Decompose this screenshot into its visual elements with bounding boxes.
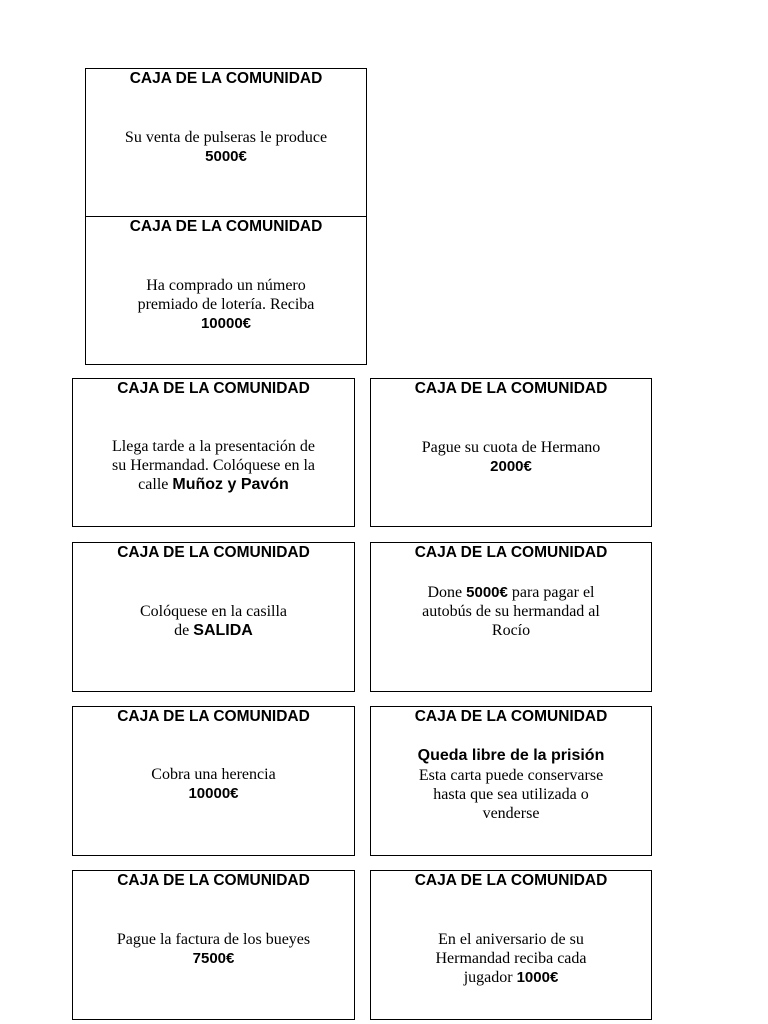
card-loteria xyxy=(85,216,367,365)
card-amount: 10000€ xyxy=(200,315,252,332)
card-title: CAJA DE LA COMUNIDAD xyxy=(414,872,608,889)
card-text-line: su Hermandad. Colóquese en la xyxy=(111,457,316,474)
card-text-line: Colóquese en la casilla xyxy=(139,603,288,620)
card-text xyxy=(391,438,631,476)
card-heading: Queda libre de la prisión xyxy=(417,747,605,764)
card-text-fragment: calle xyxy=(138,476,173,493)
card-text xyxy=(381,746,641,823)
card-pulseras xyxy=(85,68,367,217)
card-text-line: Rocío xyxy=(491,622,531,639)
card-text xyxy=(391,930,631,987)
card-text-line xyxy=(93,621,334,640)
card-title: CAJA DE LA COMUNIDAD xyxy=(117,380,310,397)
card-title: CAJA DE LA COMUNIDAD xyxy=(117,708,310,725)
card-text-line: Llega tarde a la presentación de xyxy=(112,438,315,455)
card-text-line: Su venta de pulseras le produce xyxy=(124,129,328,146)
card-text xyxy=(391,583,631,640)
card-amount: 2000€ xyxy=(490,458,532,475)
card-text-line: Pague la factura de los bueyes xyxy=(116,931,311,948)
card-text-fragment: de xyxy=(174,622,194,639)
card-text xyxy=(93,602,334,640)
card-text-line: Hermandad reciba cada xyxy=(435,950,587,967)
card-bueyes xyxy=(72,870,355,1020)
card-title: CAJA DE LA COMUNIDAD xyxy=(129,70,323,87)
card-place: SALIDA xyxy=(193,622,253,639)
card-text-fragment: Done xyxy=(427,584,467,601)
card-text-line: Ha comprado un número xyxy=(146,277,306,294)
card-text-line xyxy=(391,968,631,987)
card-text-fragment: jugador xyxy=(463,969,517,986)
card-text xyxy=(83,437,344,494)
card-text-line xyxy=(83,475,344,494)
card-title: CAJA DE LA COMUNIDAD xyxy=(117,544,310,561)
card-title: CAJA DE LA COMUNIDAD xyxy=(414,708,608,725)
card-text-fragment: para pagar el xyxy=(507,584,595,601)
card-title: CAJA DE LA COMUNIDAD xyxy=(414,544,608,561)
card-title: CAJA DE LA COMUNIDAD xyxy=(414,380,608,397)
card-text-line: Esta carta puede conservarse xyxy=(418,767,604,784)
card-text-line: Pague su cuota de Hermano xyxy=(421,439,601,456)
card-text xyxy=(93,765,334,803)
card-libre-prision xyxy=(370,706,652,856)
card-text-line: premiado de lotería. Reciba xyxy=(137,296,315,313)
card-text-line: venderse xyxy=(482,805,540,822)
card-autobus xyxy=(370,542,652,692)
card-amount: 5000€ xyxy=(205,148,247,165)
card-text-line: autobús de su hermandad al xyxy=(422,603,600,620)
card-text xyxy=(93,930,334,968)
card-title: CAJA DE LA COMUNIDAD xyxy=(129,218,323,235)
card-street: Muñoz y Pavón xyxy=(172,476,289,493)
card-cuota xyxy=(370,378,652,527)
card-amount: 1000€ xyxy=(516,969,559,986)
card-text-line: En el aniversario de su xyxy=(438,931,584,948)
card-amount: 5000€ xyxy=(466,584,508,601)
card-text-line: Cobra una herencia xyxy=(151,766,276,783)
card-text-line: hasta que sea utilizada o xyxy=(433,786,589,803)
card-aniversario xyxy=(370,870,652,1020)
card-text xyxy=(106,128,346,166)
card-text xyxy=(106,276,346,333)
card-llega-tarde xyxy=(72,378,355,527)
card-salida xyxy=(72,542,355,692)
card-text-line xyxy=(391,583,631,602)
card-amount: 10000€ xyxy=(188,785,239,802)
card-amount: 7500€ xyxy=(192,950,235,967)
card-herencia xyxy=(72,706,355,856)
card-title: CAJA DE LA COMUNIDAD xyxy=(117,872,310,889)
